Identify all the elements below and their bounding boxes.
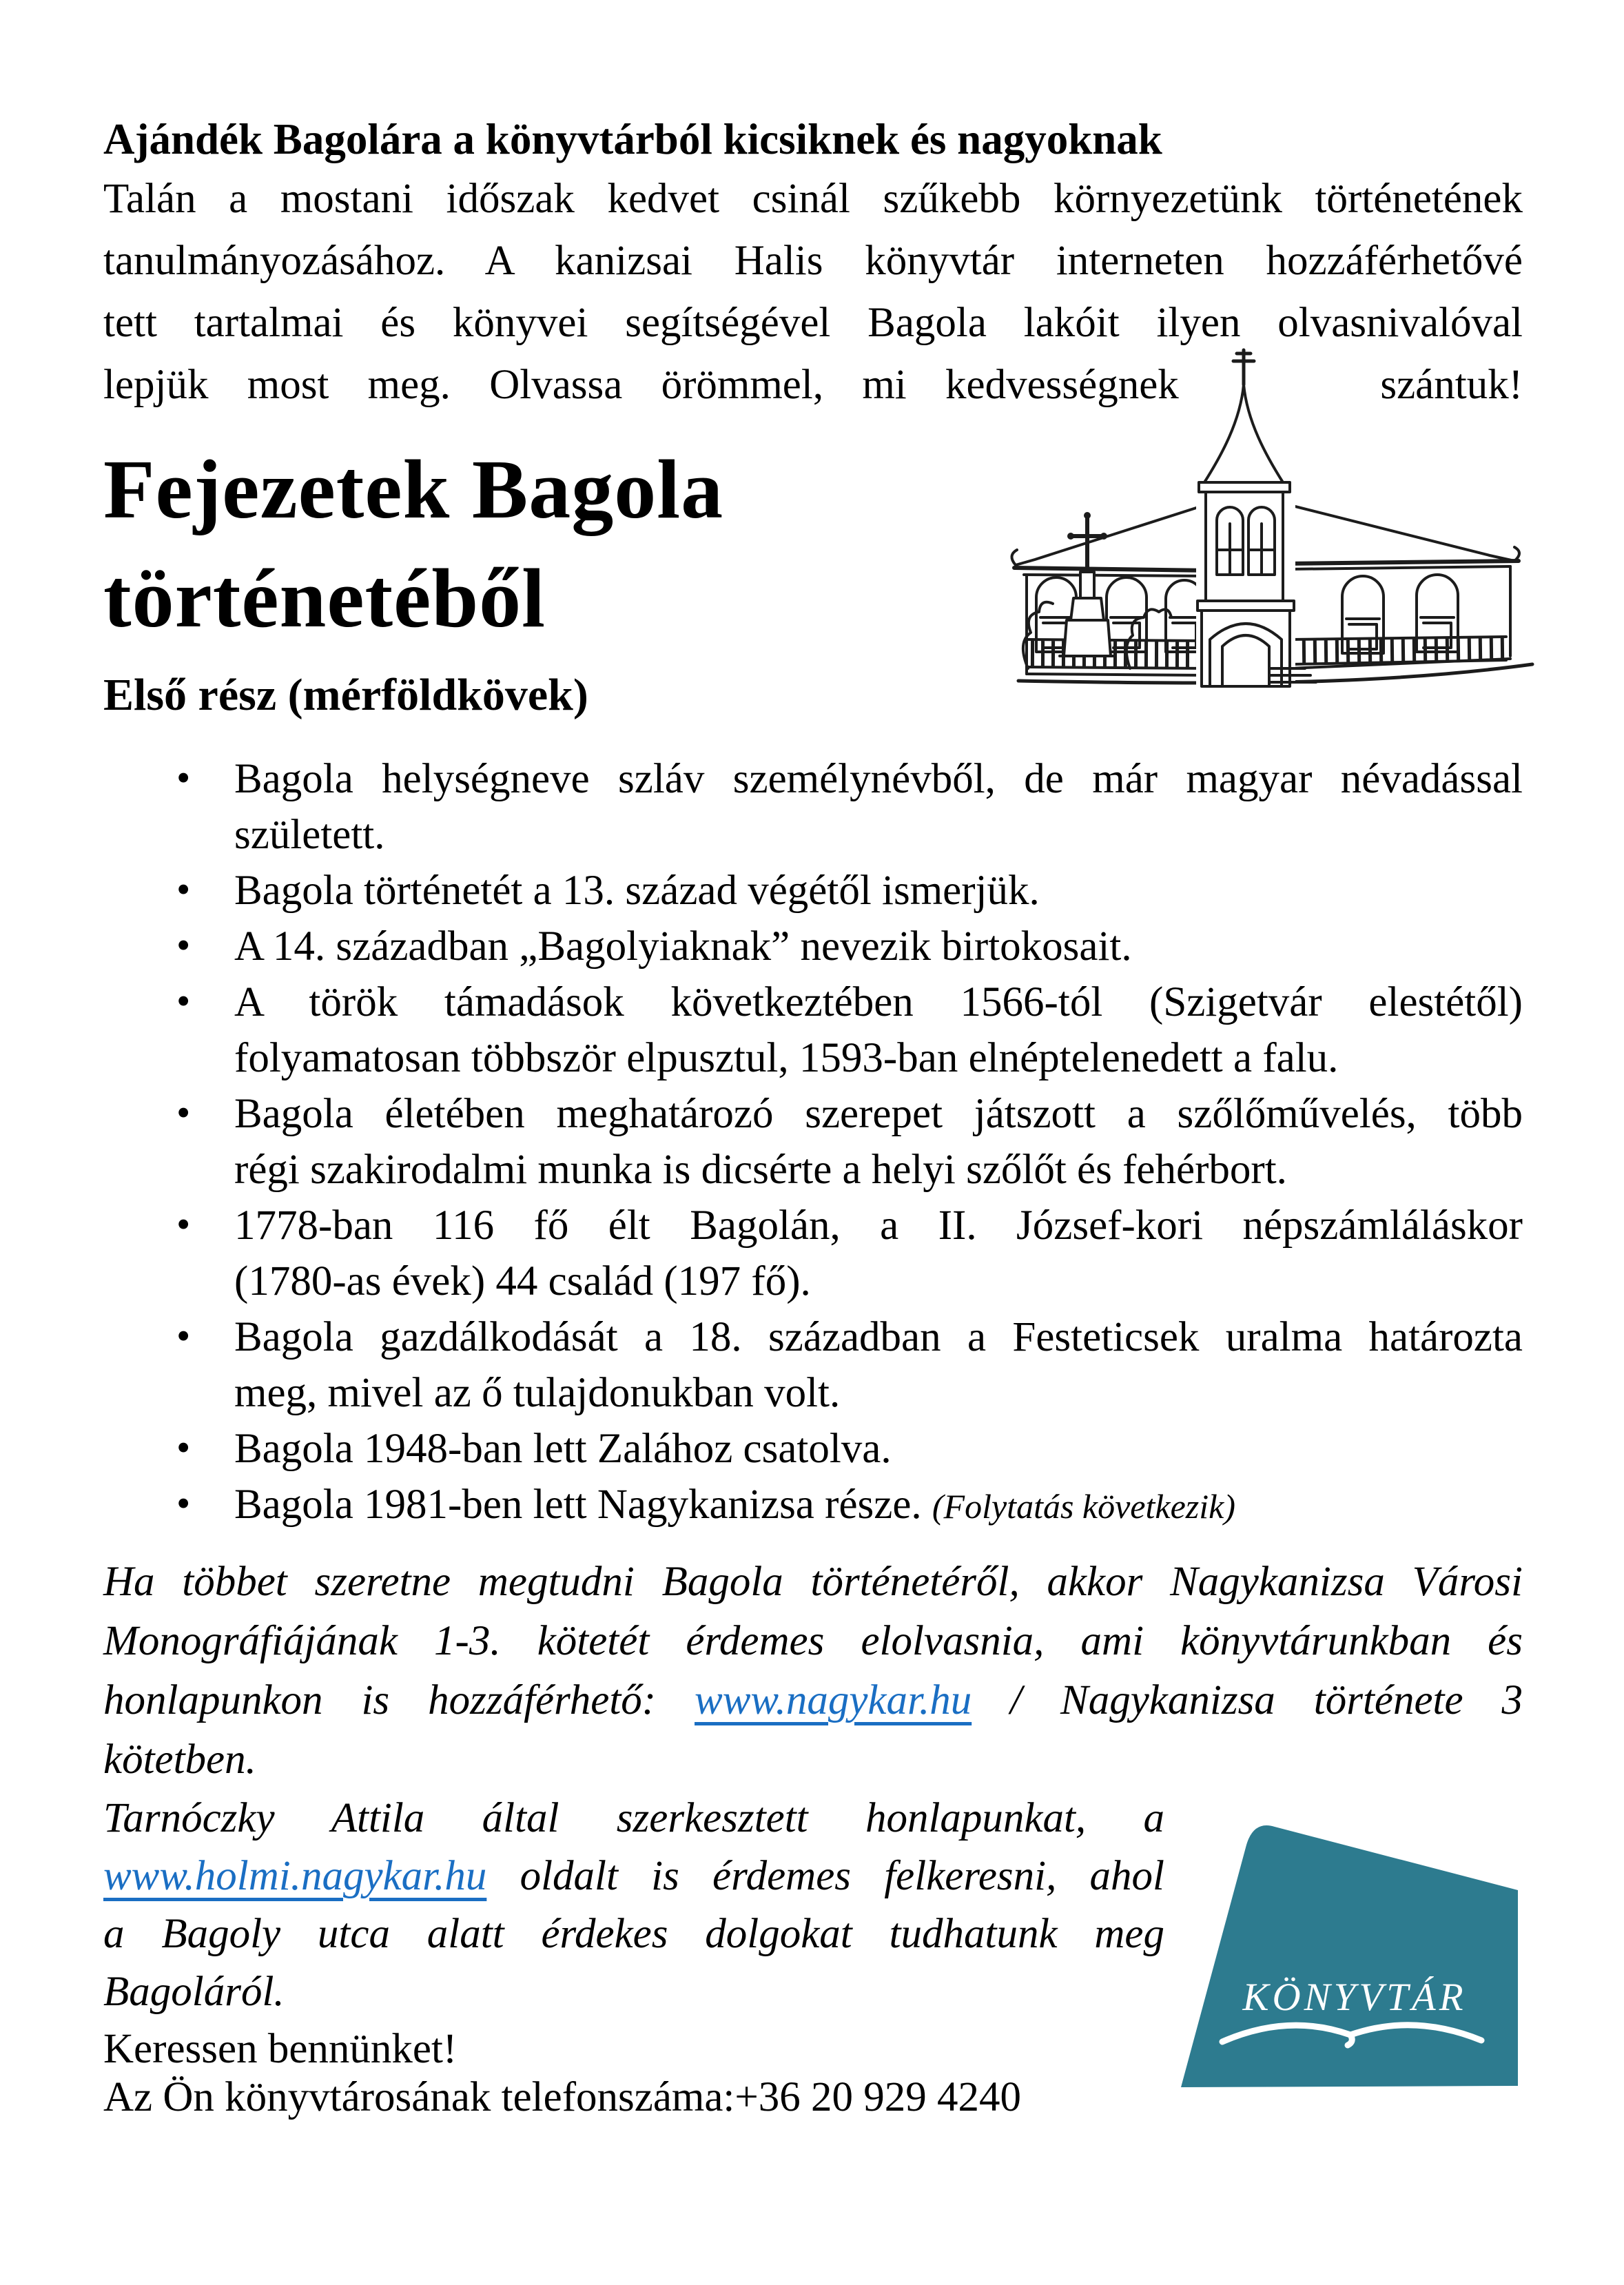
continuation-note: (Folytatás következik) [932,1487,1235,1526]
list-item-line: 1778-ban 116 fő élt Bagolán, a II. József-kori népszámláláskor [234,1202,1523,1249]
intro-line-1: Talán a mostani időszak kedvet csinál szűkebb környezetünk történetének [103,176,1523,222]
list-item-line: született. [234,812,385,858]
list-item-line: A török támadások következtében 1566-tól (Szigetvár elestétől) [234,979,1523,1025]
bullet-marker-icon: • [176,755,191,800]
list-item [103,863,1523,919]
website-line-3: a Bagoly utca alatt érdekes dolgokat tudhatunk meg [103,1911,1164,1957]
section-subtitle: Első rész (mérföldkövek) [103,670,588,720]
list-item [103,1421,1523,1477]
bullet-marker-icon: • [176,1090,191,1135]
librarian-phone-line: Az Ön könyvtárosának telefonszáma:+36 20 929 4240 [103,2074,1022,2120]
list-item-line: Bagola helységneve szláv személynévből, de már magyar névadással [234,756,1523,802]
library-logo-label: KÖNYVTÁR [1242,1976,1467,2019]
intro-line-3: tett tartalmai és könyvei segítségével Bagola lakóit ilyen olvasnivalóval [103,300,1523,346]
milestones-list [103,751,1523,1535]
library-logo [1178,1809,1523,2091]
nagykar-link[interactable]: www.nagykar.hu [695,1677,972,1723]
list-item-line: Bagola 1981-ben lett Nagykanizsa része. (Folytatás következik) [234,1482,1235,1528]
list-item [103,1086,1523,1198]
more-info-line-4: kötetben. [103,1736,256,1783]
bullet-marker-icon: • [176,867,191,912]
page-title-line-2: történetéből [103,552,546,645]
list-item-line: A 14. században „Bagolyiaknak” nevezik birtokosait. [234,923,1132,970]
list-item [103,919,1523,974]
list-item [103,1477,1523,1535]
more-info-line-3-text: honlapunkon is hozzáférhető: [103,1677,695,1723]
contact-call-to-action: Keressen bennünket! [103,2026,458,2072]
church-illustration [959,345,1565,689]
bullet-marker-icon: • [176,1481,191,1526]
more-info-line-3 [103,1671,1523,1730]
intro-line-2: tanulmányozásához. A kanizsai Halis könyvtár interneten hozzáférhetővé [103,238,1523,284]
list-item-line: Bagola gazdálkodását a 18. században a Festeticsek uralma határozta [234,1314,1523,1360]
list-item-line: meg, mivel az ő tulajdonukban volt. [234,1370,841,1416]
more-info-line-3-end: / Nagykanizsa története 3 [972,1677,1523,1723]
list-item-line: Bagola történetét a 13. század végétől ismerjük. [234,868,1040,914]
website-line-1: Tarnóczky Attila által szerkesztett honlapunkat, a [103,1795,1164,1841]
bullet-marker-icon: • [176,1202,191,1247]
list-item-line: (1780-as évek) 44 család (197 fő). [234,1258,811,1304]
page-title-line-1: Fejezetek Bagola [103,443,724,536]
intro-line-4-end: szántuk! [1380,362,1523,408]
website-line-4: Bagoláról. [103,1969,285,2015]
list-item-line: régi szakirodalmi munka is dicsérte a helyi szőlőt és fehérbort. [234,1147,1287,1193]
more-info-line-2: Monográfiájának 1-3. kötetét érdemes elolvasnia, ami könyvtárunkban és [103,1618,1523,1664]
bullet-marker-icon: • [176,1313,191,1358]
intro-heading: Ajándék Bagolára a könyvtárból kicsiknek és nagyoknak [103,115,1162,163]
bullet-marker-icon: • [176,923,191,967]
list-item [103,1309,1523,1421]
list-item [103,974,1523,1086]
website-paragraph [103,1790,1523,2122]
intro-line-4-text: lepjük most meg. Olvassa örömmel, mi kedvességnek [103,362,1179,408]
list-item [103,1198,1523,1309]
website-line-2-end: oldalt is érdemes felkeresni, ahol [486,1853,1164,1899]
more-info-line-1: Ha többet szeretne megtudni Bagola történetéről, akkor Nagykanizsa Városi [103,1559,1523,1605]
more-info-paragraph [103,1553,1523,1790]
list-item-line: folyamatosan többször elpusztul, 1593-ban elnéptelenedett a falu. [234,1035,1339,1081]
list-item-line: Bagola életében meghatározó szerepet játszott a szőlőművelés, több [234,1091,1523,1137]
bullet-marker-icon: • [176,1425,191,1470]
list-item [103,751,1523,863]
list-item-line: Bagola 1948-ban lett Zalához csatolva. [234,1426,892,1472]
holmi-nagykar-link[interactable]: www.holmi.nagykar.hu [103,1853,487,1899]
bullet-marker-icon: • [176,978,191,1023]
